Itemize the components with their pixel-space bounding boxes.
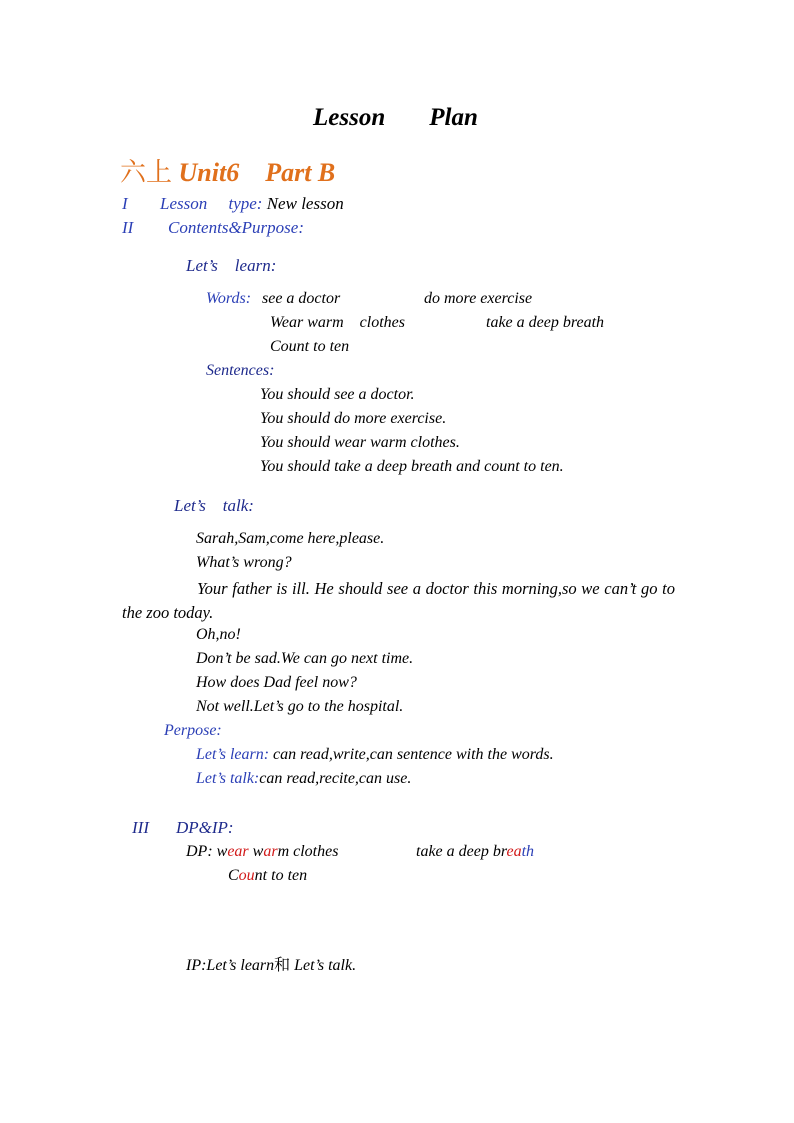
section-1-numeral: I: [122, 194, 128, 213]
sentence-3: You should wear warm clothes.: [260, 434, 460, 451]
talk-line-4: Don’t be sad.We can go next time.: [196, 650, 414, 667]
section-1: [160, 194, 344, 214]
dp-word-1: wear warm clothes: [216, 843, 339, 860]
purpose-talk-label: Let’s talk:: [196, 770, 260, 787]
dp-label: DP:: [186, 843, 213, 860]
purpose-talk: [196, 770, 411, 788]
dp-word-2: take a deep breath: [416, 843, 535, 860]
sentences-label: Sentences:: [206, 362, 275, 379]
title-word-2: Plan: [429, 104, 478, 131]
sentence-2: You should do more exercise.: [260, 410, 447, 427]
section-1-label: Lesson type:: [160, 194, 263, 213]
section-3-numeral: III: [132, 818, 149, 837]
heading-cn: 六上: [120, 158, 173, 188]
words-label: Words:: [206, 290, 252, 307]
talk-header: Let’s talk:: [174, 496, 254, 515]
purpose-label: Perpose:: [164, 722, 222, 739]
talk-line-5: How does Dad feel now?: [196, 674, 357, 691]
word-1a: see a doctor: [262, 290, 341, 307]
talk-line-2: What’s wrong?: [196, 554, 292, 571]
sentence-1: You should see a doctor.: [260, 386, 415, 403]
page-title: [313, 104, 478, 132]
section-2-label: Contents&Purpose:: [168, 218, 304, 237]
ip-line: [186, 952, 356, 975]
section-2-numeral: II: [122, 218, 134, 237]
dp-word-3: Count to ten: [228, 867, 308, 884]
section-1-value: New lesson: [262, 194, 344, 213]
sentence-4: You should take a deep breath and count to ten.: [260, 458, 564, 475]
section-3-label: DP&IP:: [176, 818, 234, 837]
heading-en: Unit6 Part B: [178, 158, 336, 187]
unit-heading: [120, 152, 335, 189]
purpose-learn-text: can read,write,can sentence with the words.: [269, 746, 554, 763]
ip-text-2: Let’s talk.: [290, 957, 357, 974]
talk-line-3: Oh,no!: [196, 626, 241, 643]
talk-paragraph: [122, 577, 675, 625]
learn-header: Let’s learn:: [186, 256, 277, 275]
purpose-learn-label: Let’s learn:: [196, 746, 270, 763]
purpose-learn: [196, 746, 554, 764]
word-3a: Count to ten: [270, 338, 350, 355]
ip-text: IP:Let’s learn: [186, 957, 275, 974]
word-1b: do more exercise: [424, 290, 533, 307]
ip-cn: 和: [274, 955, 291, 974]
purpose-talk-text: can read,recite,can use.: [259, 770, 412, 787]
dp-line-1: [186, 843, 338, 861]
title-word-1: Lesson: [313, 104, 386, 131]
talk-line-6: Not well.Let’s go to the hospital.: [196, 698, 404, 715]
talk-line-1: Sarah,Sam,come here,please.: [196, 530, 385, 547]
word-2b: take a deep breath: [486, 314, 605, 331]
word-2a: Wear warm clothes: [270, 314, 405, 331]
talk-paragraph-text: Your father is ill. He should see a doctor this morning,so we can’t go to the zoo today.: [122, 579, 675, 622]
